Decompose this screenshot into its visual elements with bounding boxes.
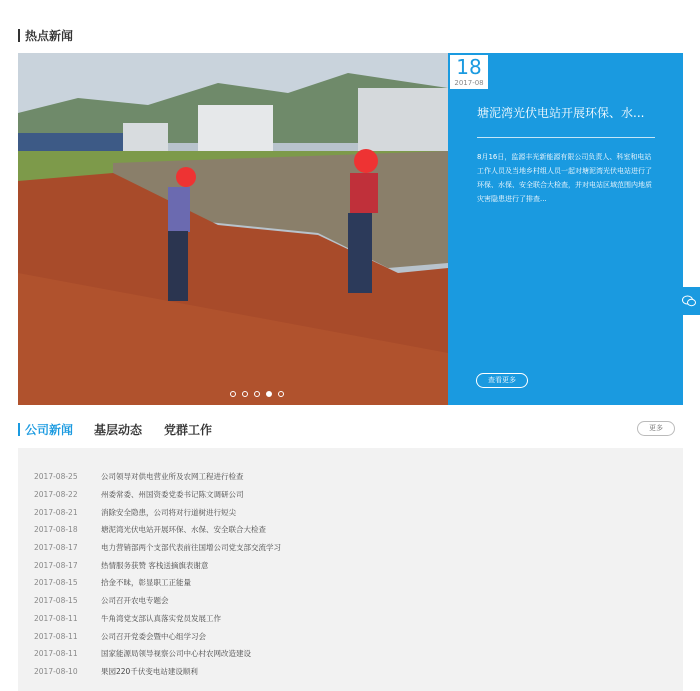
- news-carousel[interactable]: [18, 53, 683, 405]
- news-title[interactable]: 塘泥湾光伏电站开展环保、水保、安全联合大检查: [101, 525, 266, 535]
- news-date: 2017-08-17: [34, 543, 78, 553]
- news-title[interactable]: 电力营销部两个支部代表前往国增公司党支部交流学习: [101, 543, 281, 553]
- list-item[interactable]: [34, 645, 281, 663]
- news-date: 2017-08-22: [34, 490, 78, 500]
- tab-party-work[interactable]: 党群工作: [164, 423, 213, 437]
- news-title[interactable]: 果园220千伏变电站建设顺利: [101, 666, 198, 676]
- news-list-panel: [18, 448, 683, 691]
- news-title[interactable]: 热情服务获赞 客栈送摘旗表谢意: [101, 560, 209, 570]
- news-date: 2017-08-21: [34, 507, 78, 517]
- list-item[interactable]: [34, 503, 281, 521]
- hot-news-title: 热点新闻: [25, 28, 74, 43]
- carousel-dot-active[interactable]: [266, 391, 272, 397]
- view-more-button[interactable]: 查看更多: [476, 373, 528, 388]
- news-date: 2017-08-17: [34, 560, 78, 570]
- news-date: 2017-08-15: [34, 578, 78, 588]
- list-item[interactable]: [34, 521, 281, 539]
- carousel-dots: [230, 391, 284, 397]
- wechat-icon: [682, 295, 696, 307]
- news-title[interactable]: 消除安全隐患，公司将对行道树进行短尖: [101, 507, 236, 517]
- carousel-dot[interactable]: [242, 391, 248, 397]
- news-title[interactable]: 牛角湾党支部认真落实党员发展工作: [101, 613, 221, 623]
- list-item[interactable]: [34, 556, 281, 574]
- news-title[interactable]: 公司召开农电专题会: [101, 596, 169, 606]
- news-date: 2017-08-11: [34, 631, 78, 641]
- slide-info-panel: [448, 53, 683, 405]
- news-title[interactable]: 州委常委、州国资委党委书记陈文调研公司: [101, 490, 244, 500]
- section-marker: [18, 29, 20, 42]
- news-date: 2017-08-10: [34, 666, 78, 676]
- news-title[interactable]: 公司召开党委会暨中心组学习会: [101, 631, 206, 641]
- wechat-float-button[interactable]: [678, 287, 700, 315]
- news-title[interactable]: 拾金不昧，彰显职工正能量: [101, 578, 191, 588]
- list-item[interactable]: [34, 592, 281, 610]
- panel-divider: [477, 137, 655, 138]
- slide-description: 8月16日，监源丰光新能源有限公司负责人、科室和电站工作人员及当地乡村组人员一起对塘泥湾光伏电站进行了环保、水保、安全联合大检查，并对电站区域范围内地质灾害隐患进行了排查...: [477, 153, 652, 203]
- news-date: 2017-08-15: [34, 596, 78, 606]
- news-tabs: [18, 418, 683, 442]
- news-date: 2017-08-11: [34, 649, 78, 659]
- news-date: 2017-08-11: [34, 613, 78, 623]
- more-button[interactable]: 更多: [637, 421, 675, 436]
- list-item[interactable]: [34, 468, 281, 486]
- slide-date-box: [450, 55, 488, 89]
- news-title[interactable]: 国家能源局领导视察公司中心村农网改造建设: [101, 649, 251, 659]
- tab-grassroots[interactable]: 基层动态: [94, 423, 143, 437]
- list-item[interactable]: [34, 574, 281, 592]
- list-item[interactable]: [34, 610, 281, 628]
- carousel-dot[interactable]: [278, 391, 284, 397]
- carousel-dot[interactable]: [230, 391, 236, 397]
- news-date: 2017-08-18: [34, 525, 78, 535]
- slide-year-month: 2017-08: [454, 79, 484, 87]
- news-list: [34, 468, 281, 680]
- list-item[interactable]: [34, 663, 281, 681]
- tab-company-news[interactable]: 公司新闻: [25, 423, 74, 437]
- slide-title[interactable]: 塘泥湾光伏电站开展环保、水...: [477, 106, 645, 120]
- slide-photo-illustration: [18, 53, 448, 405]
- hot-news-header: [18, 26, 73, 44]
- list-item[interactable]: [34, 627, 281, 645]
- list-item[interactable]: [34, 486, 281, 504]
- list-item[interactable]: [34, 539, 281, 557]
- news-title[interactable]: 公司领导对供电营业所及农网工程进行检查: [101, 472, 244, 482]
- news-date: 2017-08-25: [34, 472, 78, 482]
- carousel-dot[interactable]: [254, 391, 260, 397]
- slide-photo[interactable]: [18, 53, 448, 405]
- slide-day: 18: [456, 55, 482, 79]
- tab-marker: [18, 423, 20, 436]
